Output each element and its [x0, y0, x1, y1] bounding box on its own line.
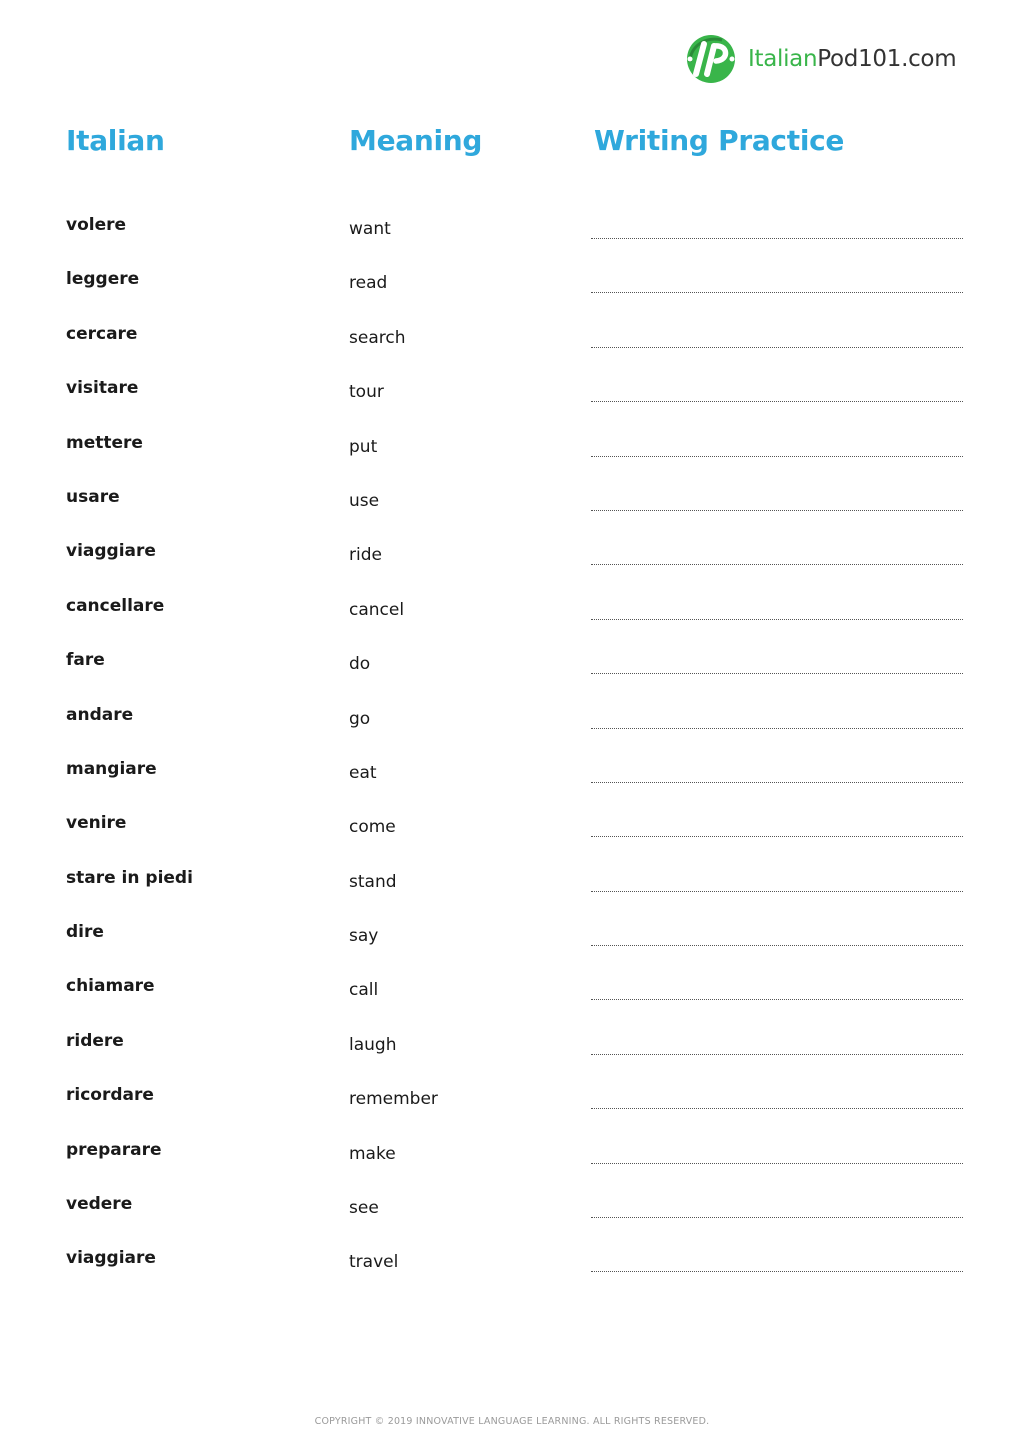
- meaning-word: put: [349, 436, 378, 457]
- vocabulary-row: [0, 258, 1024, 312]
- vocabulary-row: [0, 585, 1024, 639]
- writing-practice-line[interactable]: [591, 945, 963, 946]
- writing-practice-line[interactable]: [591, 891, 963, 892]
- italian-word: cercare: [66, 323, 138, 344]
- italian-word: ricordare: [66, 1085, 154, 1106]
- writing-practice-line[interactable]: [591, 1108, 963, 1109]
- writing-practice-line[interactable]: [591, 728, 963, 729]
- italian-word: dire: [66, 922, 104, 943]
- vocabulary-row: [0, 748, 1024, 802]
- meaning-word: do: [349, 654, 371, 675]
- italian-word: chiamare: [66, 976, 155, 997]
- writing-practice-line[interactable]: [591, 238, 963, 239]
- writing-practice-line[interactable]: [591, 782, 963, 783]
- writing-practice-line[interactable]: [591, 999, 963, 1000]
- vocabulary-row: [0, 1129, 1024, 1183]
- italian-word: cancellare: [66, 595, 165, 616]
- logo-mark-icon: [684, 32, 738, 86]
- vocabulary-row: [0, 476, 1024, 530]
- writing-practice-line[interactable]: [591, 456, 963, 457]
- writing-practice-line[interactable]: [591, 1163, 963, 1164]
- brand-logo: [684, 32, 956, 86]
- writing-practice-line[interactable]: [591, 347, 963, 348]
- vocabulary-row: [0, 1237, 1024, 1291]
- italian-word: viaggiare: [66, 1248, 156, 1269]
- writing-practice-line[interactable]: [591, 510, 963, 511]
- italian-word: usare: [66, 486, 120, 507]
- vocabulary-row: [0, 694, 1024, 748]
- vocabulary-row: [0, 367, 1024, 421]
- vocabulary-row: [0, 911, 1024, 965]
- italian-word: ridere: [66, 1030, 124, 1051]
- writing-practice-line[interactable]: [591, 1217, 963, 1218]
- meaning-word: eat: [349, 762, 377, 783]
- vocabulary-list: [0, 204, 1024, 1292]
- writing-practice-line[interactable]: [591, 673, 963, 674]
- writing-practice-line[interactable]: [591, 564, 963, 565]
- vocabulary-row: [0, 1074, 1024, 1128]
- meaning-word: cancel: [349, 599, 405, 620]
- vocabulary-row: [0, 639, 1024, 693]
- writing-practice-line[interactable]: [591, 836, 963, 837]
- vocabulary-row: [0, 857, 1024, 911]
- italian-word: leggere: [66, 269, 140, 290]
- italian-word: mangiare: [66, 758, 157, 779]
- vocabulary-row: [0, 965, 1024, 1019]
- writing-practice-line[interactable]: [591, 619, 963, 620]
- meaning-word: tour: [349, 382, 384, 403]
- header-writing-practice: Writing Practice: [594, 124, 845, 157]
- brand-name-part2: Pod101.com: [817, 46, 957, 72]
- header-italian: Italian: [66, 124, 165, 157]
- meaning-word: travel: [349, 1252, 399, 1273]
- italian-word: stare in piedi: [66, 867, 193, 888]
- meaning-word: read: [349, 273, 388, 294]
- writing-practice-line[interactable]: [591, 1054, 963, 1055]
- brand-name: [748, 46, 956, 72]
- meaning-word: say: [349, 926, 379, 947]
- vocabulary-row: [0, 802, 1024, 856]
- meaning-word: laugh: [349, 1034, 397, 1055]
- meaning-word: make: [349, 1143, 396, 1164]
- header-meaning: Meaning: [349, 124, 483, 157]
- meaning-word: ride: [349, 545, 382, 566]
- vocabulary-row: [0, 1183, 1024, 1237]
- meaning-word: call: [349, 980, 379, 1001]
- vocabulary-row: [0, 530, 1024, 584]
- writing-practice-line[interactable]: [591, 292, 963, 293]
- meaning-word: use: [349, 490, 380, 511]
- copyright-footer: COPYRIGHT © 2019 INNOVATIVE LANGUAGE LEARNING. ALL RIGHTS RESERVED.: [314, 1416, 710, 1427]
- vocabulary-row: [0, 1020, 1024, 1074]
- brand-name-part1: Italian: [748, 46, 818, 72]
- italian-word: visitare: [66, 378, 139, 399]
- meaning-word: remember: [349, 1089, 438, 1110]
- italian-word: vedere: [66, 1194, 133, 1215]
- meaning-word: search: [349, 327, 406, 348]
- meaning-word: stand: [349, 871, 397, 892]
- vocabulary-row: [0, 422, 1024, 476]
- italian-word: andare: [66, 704, 134, 725]
- vocabulary-row: [0, 204, 1024, 258]
- writing-practice-line[interactable]: [591, 1271, 963, 1272]
- meaning-word: see: [349, 1198, 379, 1219]
- meaning-word: go: [349, 708, 371, 729]
- italian-word: mettere: [66, 432, 143, 453]
- writing-practice-line[interactable]: [591, 401, 963, 402]
- italian-word: venire: [66, 813, 127, 834]
- italian-word: viaggiare: [66, 541, 156, 562]
- italian-word: preparare: [66, 1139, 162, 1160]
- meaning-word: come: [349, 817, 396, 838]
- meaning-word: want: [349, 219, 391, 239]
- italian-word: fare: [66, 650, 105, 671]
- vocabulary-row: [0, 313, 1024, 367]
- italian-word: volere: [66, 215, 127, 235]
